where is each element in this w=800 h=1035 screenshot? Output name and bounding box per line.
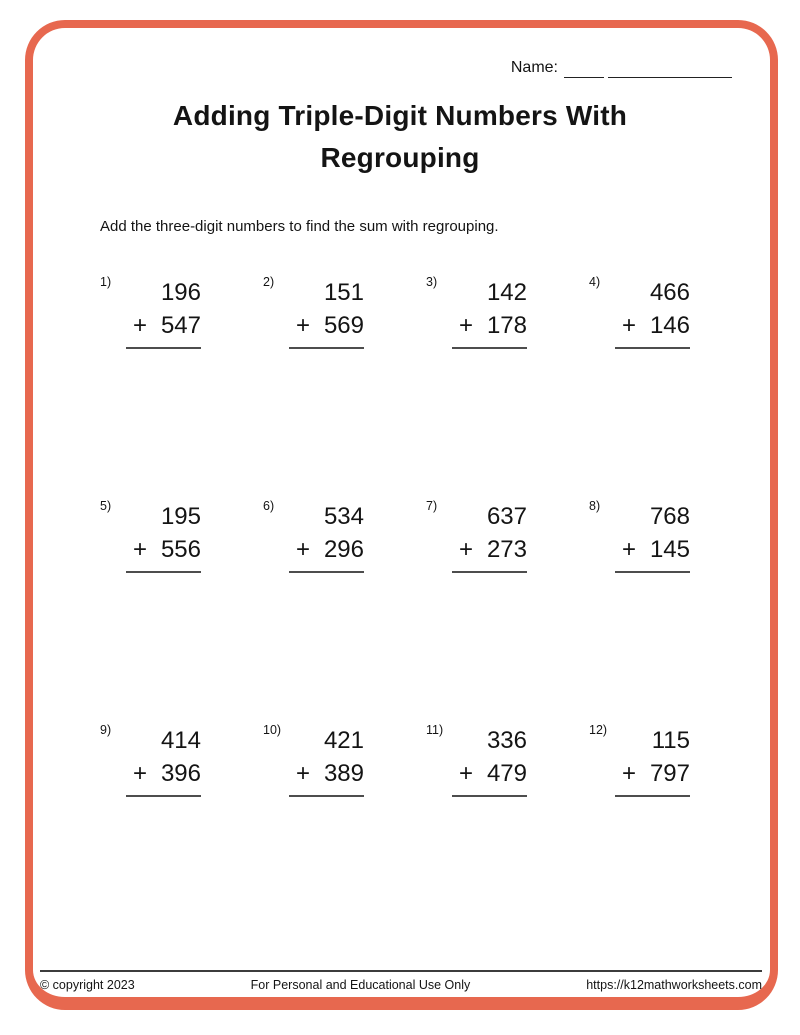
answer-line bbox=[126, 795, 201, 797]
plus-operator: + bbox=[296, 760, 311, 787]
page-title-line2: Regrouping bbox=[320, 142, 480, 173]
addend-bottom: 389 bbox=[323, 760, 364, 787]
problem-body bbox=[263, 276, 364, 349]
addend-bottom-row bbox=[622, 757, 690, 790]
problems-grid bbox=[100, 276, 752, 948]
problem-12 bbox=[589, 724, 752, 948]
addend-bottom: 178 bbox=[486, 312, 527, 339]
name-label: Name: bbox=[510, 59, 558, 76]
plus-operator: + bbox=[622, 536, 637, 563]
addend-bottom-row bbox=[622, 309, 690, 342]
problem-body bbox=[100, 276, 201, 349]
answer-line bbox=[126, 347, 201, 349]
problem-2 bbox=[263, 276, 426, 500]
addend-top: 421 bbox=[323, 727, 364, 754]
problem-8 bbox=[589, 500, 752, 724]
plus-operator: + bbox=[133, 312, 148, 339]
addend-top: 534 bbox=[323, 503, 364, 530]
addend-bottom-row bbox=[296, 533, 364, 566]
addend-top: 466 bbox=[649, 279, 690, 306]
plus-operator: + bbox=[622, 312, 637, 339]
problem-number: 10) bbox=[263, 723, 282, 737]
answer-line bbox=[615, 571, 690, 573]
addend-bottom-row bbox=[296, 757, 364, 790]
addend-bottom: 797 bbox=[649, 760, 690, 787]
addend-bottom: 569 bbox=[323, 312, 364, 339]
page-title-line1: Adding Triple-Digit Numbers With bbox=[172, 100, 628, 131]
footer bbox=[40, 970, 762, 992]
addend-bottom: 273 bbox=[486, 536, 527, 563]
problem-number: 7) bbox=[426, 499, 438, 513]
problem-6 bbox=[263, 500, 426, 724]
addend-top: 414 bbox=[160, 727, 201, 754]
answer-line bbox=[452, 795, 527, 797]
footer-website-link[interactable]: https://k12mathworksheets.com bbox=[586, 978, 762, 992]
instructions-text: Add the three-digit numbers to find the sum with regrouping. bbox=[100, 218, 499, 235]
name-blank-line bbox=[608, 58, 732, 78]
problem-number: 9) bbox=[100, 723, 112, 737]
problem-number: 12) bbox=[589, 723, 608, 737]
problem-body bbox=[589, 276, 690, 349]
problem-number: 2) bbox=[263, 275, 275, 289]
addend-top: 768 bbox=[649, 503, 690, 530]
problem-9 bbox=[100, 724, 263, 948]
addend-bottom: 556 bbox=[160, 536, 201, 563]
addend-bottom-row bbox=[133, 309, 201, 342]
answer-line bbox=[615, 795, 690, 797]
name-blank-line bbox=[564, 58, 604, 78]
problem-number: 5) bbox=[100, 499, 112, 513]
plus-operator: + bbox=[459, 536, 474, 563]
name-row bbox=[511, 58, 732, 78]
footer-usage-note: For Personal and Educational Use Only bbox=[250, 978, 471, 992]
addend-top: 196 bbox=[160, 279, 201, 306]
addend-top: 151 bbox=[323, 279, 364, 306]
problem-7 bbox=[426, 500, 589, 724]
plus-operator: + bbox=[459, 312, 474, 339]
addend-bottom: 145 bbox=[649, 536, 690, 563]
footer-copyright: © copyright 2023 bbox=[40, 978, 135, 992]
addend-bottom: 479 bbox=[486, 760, 527, 787]
problem-10 bbox=[263, 724, 426, 948]
answer-line bbox=[126, 571, 201, 573]
answer-line bbox=[452, 571, 527, 573]
addend-bottom-row bbox=[622, 533, 690, 566]
addend-bottom-row bbox=[296, 309, 364, 342]
answer-line bbox=[289, 571, 364, 573]
addend-bottom-row bbox=[459, 757, 527, 790]
answer-line bbox=[615, 347, 690, 349]
problem-11 bbox=[426, 724, 589, 948]
plus-operator: + bbox=[622, 760, 637, 787]
addend-bottom-row bbox=[133, 757, 201, 790]
problem-1 bbox=[100, 276, 263, 500]
answer-line bbox=[289, 347, 364, 349]
problem-number: 3) bbox=[426, 275, 438, 289]
problem-body bbox=[426, 500, 527, 573]
plus-operator: + bbox=[459, 760, 474, 787]
plus-operator: + bbox=[296, 536, 311, 563]
problem-number: 4) bbox=[589, 275, 601, 289]
problem-number: 1) bbox=[100, 275, 112, 289]
problem-3 bbox=[426, 276, 589, 500]
problem-body bbox=[100, 724, 201, 797]
addend-top: 336 bbox=[486, 727, 527, 754]
problem-body bbox=[100, 500, 201, 573]
problem-number: 8) bbox=[589, 499, 601, 513]
addend-top: 142 bbox=[486, 279, 527, 306]
plus-operator: + bbox=[296, 312, 311, 339]
addend-bottom: 547 bbox=[160, 312, 201, 339]
plus-operator: + bbox=[133, 536, 148, 563]
addend-bottom: 396 bbox=[160, 760, 201, 787]
addend-bottom: 296 bbox=[323, 536, 364, 563]
addend-top: 115 bbox=[651, 727, 690, 754]
addend-bottom: 146 bbox=[649, 312, 690, 339]
problem-body bbox=[589, 500, 690, 573]
addend-bottom-row bbox=[459, 309, 527, 342]
addend-bottom-row bbox=[133, 533, 201, 566]
answer-line bbox=[452, 347, 527, 349]
answer-line bbox=[289, 795, 364, 797]
problem-body bbox=[263, 500, 364, 573]
page-title bbox=[0, 95, 800, 179]
addend-top: 195 bbox=[160, 503, 201, 530]
problem-number: 6) bbox=[263, 499, 275, 513]
problem-body bbox=[426, 276, 527, 349]
addend-top: 637 bbox=[486, 503, 527, 530]
problem-4 bbox=[589, 276, 752, 500]
plus-operator: + bbox=[133, 760, 148, 787]
problem-5 bbox=[100, 500, 263, 724]
problem-number: 11) bbox=[426, 723, 444, 737]
addend-bottom-row bbox=[459, 533, 527, 566]
